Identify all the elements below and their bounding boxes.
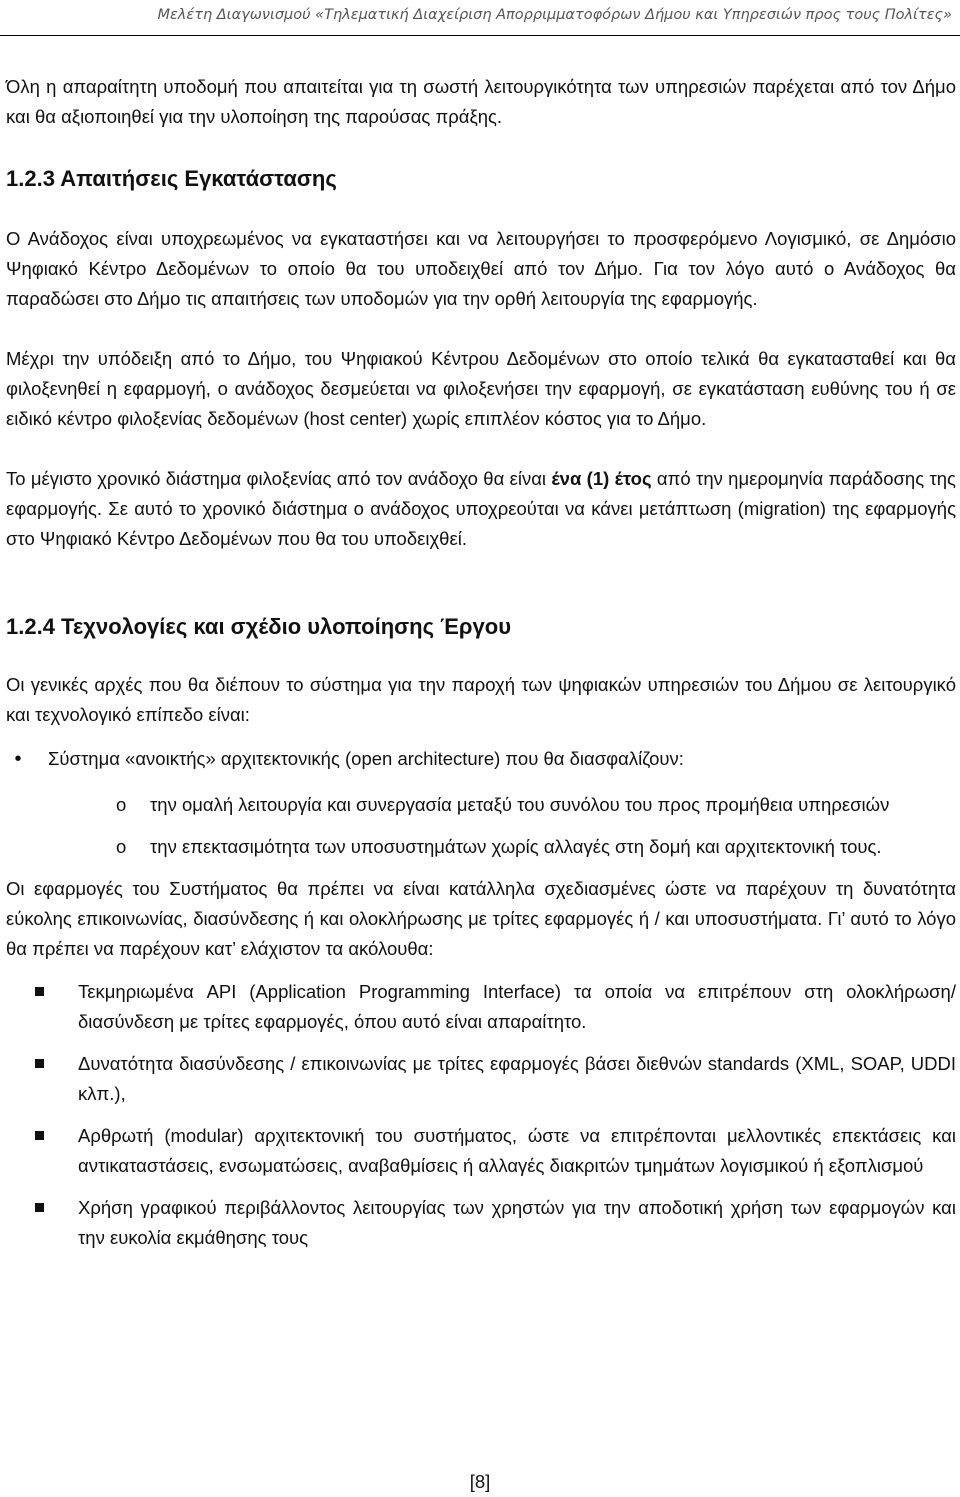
hosting-duration-emphasis: ένα (1) έτος <box>551 468 652 489</box>
requirement-text: Τεκμηριωμένα API (Application Programming Interface) τα οποία να επιτρέπουν στη ολοκλήρωση/ διασύνδεση με τρίτες εφαρμογές, όπου αυτό είναι απαραίτητο. <box>78 981 956 1032</box>
paragraph-temporary-hosting: Μέχρι την υπόδειξη από το Δήμο, του Ψηφιακού Κέντρου Δεδομένων στο οποίο τελικά θα εγκατασταθεί και θα φιλοξενηθεί η εφαρμογή, ο ανάδοχος δεσμεύεται να φιλοξενήσει την εφαρμογή, σε εγκατάσταση ευθύνης του ή σε ειδικό κέντρο φιλοξενίας δεδομένων (host center) χωρίς επιπλέον κόστος για το Δήμο. <box>6 348 956 429</box>
square-bullet-icon <box>35 1203 44 1212</box>
page-content <box>6 72 956 1253</box>
square-bullet-icon <box>35 1131 44 1140</box>
sub-item-text: την ομαλή λειτουργία και συνεργασία μεταξύ του συνόλου του προς προμήθεια υπηρεσιών <box>150 794 890 815</box>
section-heading-1-2-4: 1.2.4 Τεχνολογίες και σχέδιο υλοποίησης Έργου <box>6 614 512 639</box>
paragraph-hosting-duration <box>6 464 956 554</box>
list-item <box>6 1049 956 1109</box>
hosting-duration-text-start: Το μέγιστο χρονικό διάστημα φιλοξενίας από τον ανάδοχο θα είναι <box>6 468 552 489</box>
paragraph-installation-requirements: Ο Ανάδοχος είναι υποχρεωμένος να εγκαταστήσει και να λειτουργήσει το προσφερόμενο Λογισμικό, σε Δημόσιο Ψηφιακό Κέντρο Δεδομένων το οποίο θα του υποδειχθεί από τον Δήμο. Για τον λόγο αυτό ο Ανάδοχος θα παραδώσει στο Δήμο τις απαιτήσεις των υποδομών για την ορθή λειτουργία της εφαρμογής. <box>6 228 956 309</box>
list-item <box>6 1121 956 1181</box>
requirement-text: Αρθρωτή (modular) αρχιτεκτονική του συστήματος, ώστε να επιτρέπονται μελλοντικές επεκτάσεις και αντικαταστάσεις, ενσωματώσεις, αναβαθμίσεις ή αλλαγές διακριτών τμημάτων λογισμικού ή εξοπλισμού <box>78 1125 956 1176</box>
list-item <box>6 832 956 862</box>
sub-item-text: την επεκτασιμότητα των υποσυστημάτων χωρίς αλλαγές στη δομή και αρχιτεκτονική τους. <box>150 836 882 857</box>
list-item <box>6 977 956 1037</box>
requirement-text: Δυνατότητα διασύνδεσης / επικοινωνίας με τρίτες εφαρμογές βάσει διεθνών standards (XML, SOAP, UDDI κλπ.), <box>78 1053 956 1104</box>
bullet-text-open-architecture: Σύστημα «ανοικτής» αρχιτεκτονικής (open architecture) που θα διασφαλίζουν: <box>48 748 684 769</box>
hosting-duration-text-end: από την ημερομηνία παράδοσης της εφαρμογής. Σε αυτό το χρονικό διάστημα ο ανάδοχος υποχρεούται να κάνει μετάπτωση (migration) της εφαρμογής στο Ψηφιακό Κέντρο Δεδομένων που θα του υποδειχθεί. <box>6 468 956 549</box>
list-item <box>6 790 956 820</box>
list-item <box>6 1193 956 1253</box>
requirement-text: Χρήση γραφικού περιβάλλοντος λειτουργίας των χρηστών για την αποδοτική χρήση των εφαρμογών και την ευκολία εκμάθησης τους <box>78 1197 956 1248</box>
section-heading-1-2-3: 1.2.3 Απαιτήσεις Εγκατάστασης <box>6 166 337 191</box>
circle-bullet-icon: o <box>116 836 127 857</box>
running-header: Μελέτη Διαγωνισμού «Τηλεματική Διαχείριση Απορριμματοφόρων Δήμου και Υπηρεσιών προς τους Πολίτες» <box>0 0 960 36</box>
circle-bullet-icon: o <box>116 794 127 815</box>
square-bullet-icon <box>35 987 44 996</box>
bullet-icon: • <box>14 748 22 770</box>
paragraph-general-principles: Οι γενικές αρχές που θα διέπουν το σύστημα για την παροχή των ψηφιακών υπηρεσιών του Δήμου σε λειτουργικό και τεχνολογικό επίπεδο είναι: <box>6 674 956 725</box>
intro-paragraph: Όλη η απαραίτητη υποδομή που απαιτείται για τη σωστή λειτουργικότητα των υπηρεσιών παρέχεται από τον Δήμο και θα αξιοποιηθεί για την υλοποίηση της παρούσας πράξης. <box>6 76 956 127</box>
paragraph-application-interoperability: Οι εφαρμογές του Συστήματος θα πρέπει να είναι κατάλληλα σχεδιασμένες ώστε να παρέχουν τη δυνατότητα εύκολης επικοινωνίας, διασύνδεσης ή και ολοκλήρωσης με τρίτες εφαρμογές ή / και υποσυστήματα. Γι’ αυτό το λόγο θα πρέπει να παρέχουν κατ’ ελάχιστον τα ακόλουθα: <box>6 878 956 959</box>
list-item <box>6 744 956 774</box>
square-bullet-icon <box>35 1059 44 1068</box>
page-number: [8] <box>469 1471 491 1492</box>
